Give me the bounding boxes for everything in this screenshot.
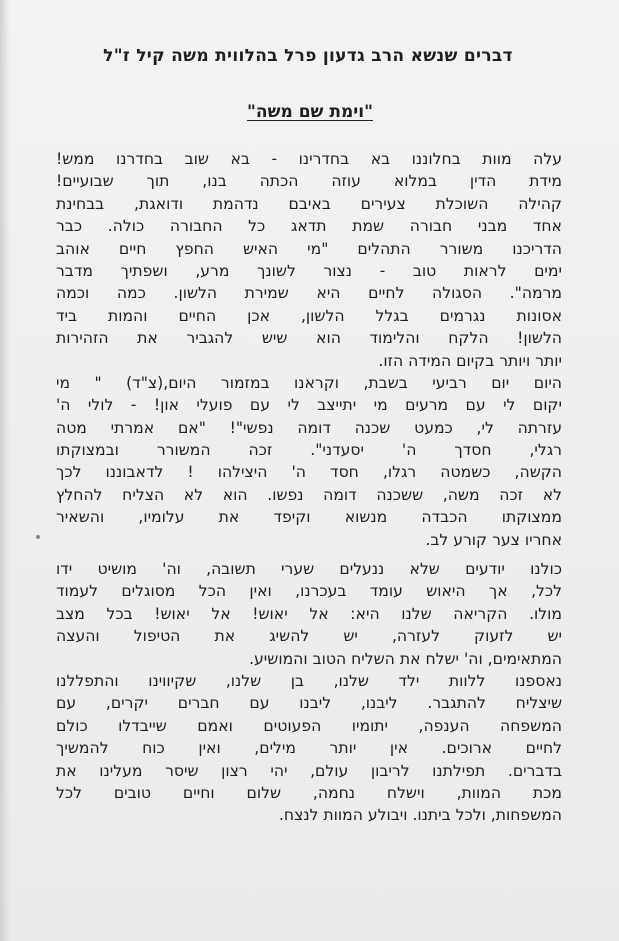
text-line: יש לזעוק לעזרה, יש להשיג את הטיפול והעצה xyxy=(56,627,562,646)
text-line: ממצוקתו הכבדה מנשוא וקיפד את עלומיו, והשאיר xyxy=(56,508,562,527)
text-line: לחיים ארוכים. אין יותר מילים, ואין כוח להמשיך xyxy=(56,739,562,758)
text-line: מרמה". הסגולה לחיים היא שמירת הלשון. כמה וכמה xyxy=(56,284,562,303)
subtitle-text: "וימת שם משה" xyxy=(247,102,373,122)
paragraph-end-line: יותר ויותר בקיום המידה הזו. xyxy=(378,351,562,370)
text-line: מכת המוות, וישלח נחמה, שלום וחיים טובים לכל xyxy=(56,783,562,802)
paragraph-end-line: המתאימים, וה' ישלח את השליח הטוב והמושיע. xyxy=(249,649,562,668)
text-line: עלה מוות בחלוננו בא בחדרינו - בא שוב בחדרנו ממש! xyxy=(56,150,562,168)
text-line: הקשה, כשמטה רגלו, חסד ה' היצילהו ! לדאבוננו לכך xyxy=(56,463,562,482)
document-title: דברים שנשא הרב גדעון פרל בהלווית משה קיל ז"ל xyxy=(103,46,513,66)
text-line: הדריכנו משורר התהלים "מי האיש החפץ חיים אוהב xyxy=(56,239,562,258)
text-line: היום יום רביעי בשבת, וקראנו במזמור היום,(צ"ד) " מי xyxy=(56,373,562,392)
text-line: המשפחה הענפה, יתומיו הפעוטים ואמם שייבדלו כולם xyxy=(56,716,562,735)
paragraph-spacer xyxy=(56,551,562,558)
text-line: מידת הדין במלוא עוזה הכתה בנו, תוך שבועיים! xyxy=(56,172,562,191)
text-line: הלשון! הלקח והלימוד הוא שיש להגביר את הזהירות xyxy=(56,329,562,348)
text-line: קהילה השוכלת צעירים באיבם נדהמת ודואגת, בבחינת xyxy=(56,194,562,213)
text-line: אסונות נגרמים בגלל הלשון, אכן החיים והמות ביד xyxy=(56,306,562,325)
text-line: אחד מבני חבורה שמת תדאג כל החבורה כולה. כבר xyxy=(56,217,562,236)
paragraph-end-line: אחריו צער קורע לב. xyxy=(425,530,562,549)
text-line: עזרתה לי, כמעט שכנה דומה נפשי"! "אם אמרתי מטה xyxy=(56,418,562,437)
text-line: יקום לי עם מרעים מי יתייצב לי עם פועלי און! - לולי ה' xyxy=(56,396,562,415)
document-body xyxy=(56,148,562,827)
text-line: רגלי, חסדך ה' יסעדני". זכה המשורר ובמצוקתו xyxy=(56,441,562,460)
text-line: כולנו יודעים שלא ננעלים שערי תשובה, וה' מושיט ידו xyxy=(56,560,562,579)
text-line: לכל, אך היאוש עומד בעכרנו, ואין הכל מסוגלים לעמוד xyxy=(56,582,562,601)
text-line: נאספנו ללוות ילד שלנו, בן שלנו, שקיווינו והתפללנו xyxy=(56,671,562,690)
scan-speck xyxy=(36,535,40,539)
text-line: בדברים. תפילתנו לריבון עולם, יהי רצון שיסר מעלינו את xyxy=(56,761,562,780)
document-subtitle xyxy=(80,102,540,122)
text-line: מולו. הקריאה שלנו היא: אל יאוש! אל יאוש! בכל מצב xyxy=(56,604,562,623)
text-line: ימים לראות טוב - נצור לשונך מרע, ושפתיך מדבר xyxy=(56,261,562,280)
text-line: לא זכה משה, ששכנה דומה נפשו. הוא לא הצליח להחלץ xyxy=(56,485,562,504)
text-line: שיצליח להתגבר. ליבנו, ליבנו עם חברים יקרים, עם xyxy=(56,694,562,713)
paragraph-end-line: המשפחות, ולכל ביתנו. ויבולע המוות לנצח. xyxy=(278,806,562,825)
page-edge-shadow xyxy=(0,0,10,941)
